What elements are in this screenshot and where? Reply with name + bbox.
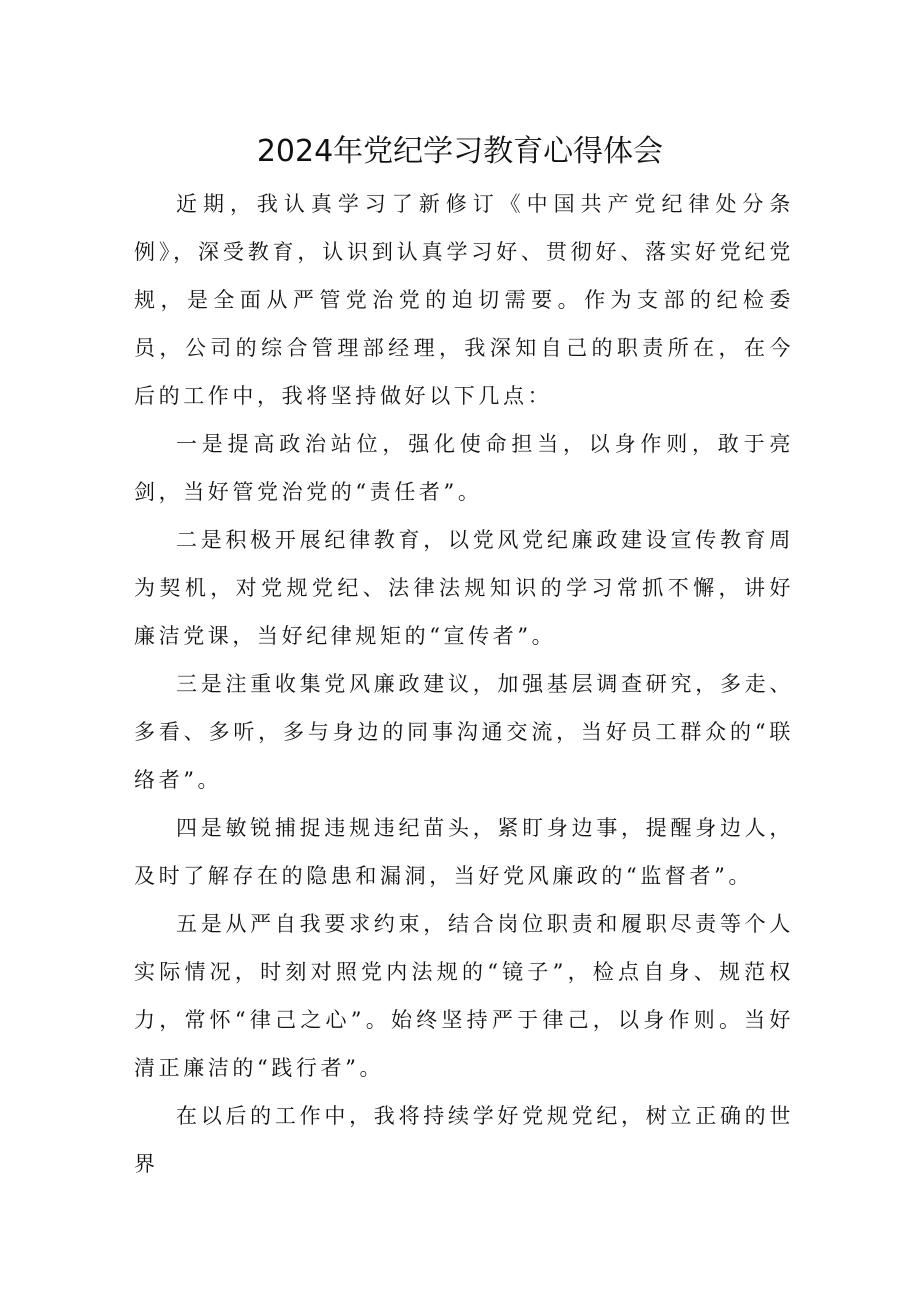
paragraph-point-3: 三是注重收集党风廉政建议，加强基层调查研究，多走、多看、多听，多与身边的同事沟通交流，当好员工群众的“联络者”。 — [134, 672, 794, 792]
paragraph-point-4: 四是敏锐捕捉违规违纪苗头，紧盯身边事，提醒身边人，及时了解存在的隐患和漏洞，当好党风廉政的“监督者”。 — [134, 816, 794, 888]
paragraph-point-5: 五是从严自我要求约束，结合岗位职责和履职尽责等个人实际情况，时刻对照党内法规的“镜子”，检点自身、规范权力，常怀“律己之心”。始终坚持严于律己，以身作则。当好清正廉洁的“践行者”。 — [134, 912, 794, 1080]
paragraph-point-2: 二是积极开展纪律教育，以党风党纪廉政建设宣传教育周为契机，对党规党纪、法律法规知识的学习常抓不懈，讲好廉洁党课，当好纪律规矩的“宣传者”。 — [134, 528, 794, 648]
document-body — [134, 180, 794, 1188]
paragraph-intro: 近期，我认真学习了新修订《中国共产党纪律处分条例》，深受教育，认识到认真学习好、贯彻好、落实好党纪党规，是全面从严管党治党的迫切需要。作为支部的纪检委员，公司的综合管理部经理，我深知自己的职责所在，在今后的工作中，我将坚持做好以下几点： — [134, 192, 794, 408]
document-title: 2024年党纪学习教育心得体会 — [256, 134, 664, 170]
paragraph-closing: 在以后的工作中，我将持续学好党规党纪，树立正确的世界 — [134, 1104, 794, 1176]
paragraph-point-1: 一是提高政治站位，强化使命担当，以身作则，敢于亮剑，当好管党治党的“责任者”。 — [134, 432, 794, 504]
